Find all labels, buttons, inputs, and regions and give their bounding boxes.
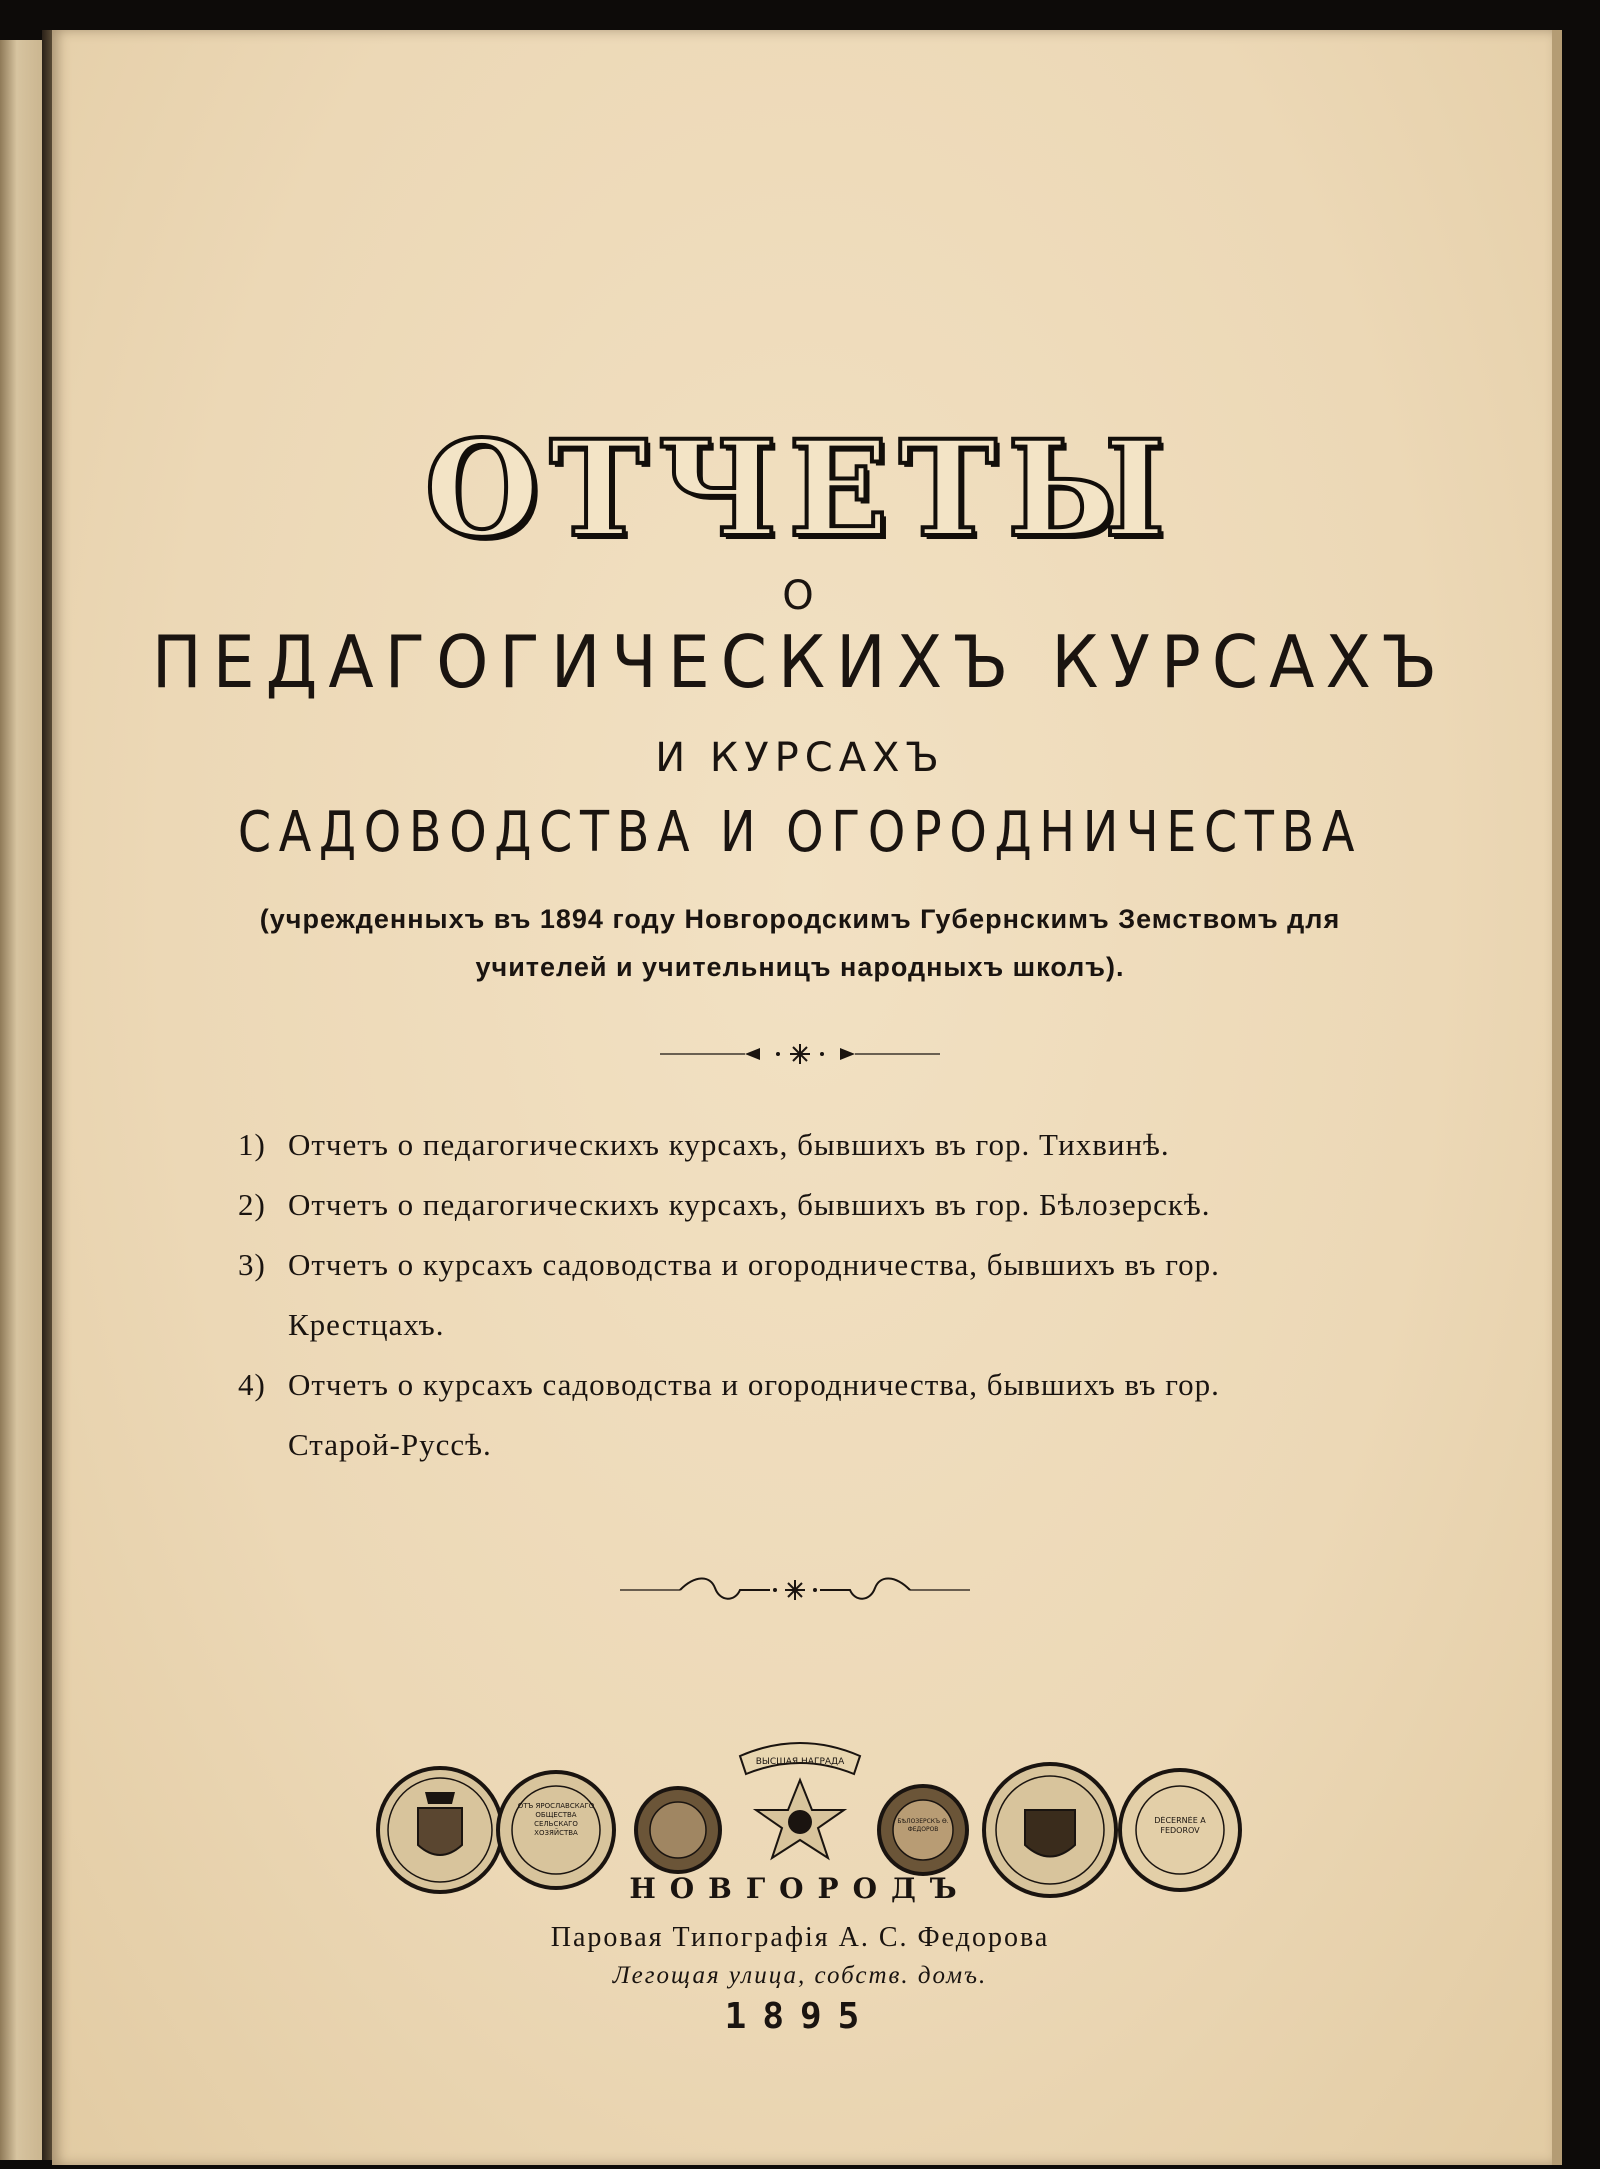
title-main: ОТЧЕТЫ: [424, 412, 1176, 567]
medal-society-icon: [498, 1772, 614, 1888]
medal-portrait-icon: [636, 1788, 720, 1872]
imprint-address: Легощая улица, собств. домъ.: [612, 1962, 988, 1989]
item-number: 2): [238, 1187, 266, 1222]
page-edge: [1552, 30, 1562, 2165]
medal-belozersk-text: БѢЛОЗЕРСКЪ Ѳ. ФЕДОРОВ: [897, 1818, 949, 1833]
item-text: Отчетъ о педагогическихъ курсахъ, бывшихъ въ гор. Бѣлозерскѣ.: [288, 1187, 1211, 1222]
item-text: Отчетъ о педагогическихъ курсахъ, бывшихъ въ гор. Тихвинѣ.: [288, 1127, 1170, 1162]
imprint-printer: Паровая Типографія А. С. Федорова: [550, 1922, 1050, 1953]
medal-belozersk-icon: [879, 1786, 967, 1874]
list-item: [238, 1235, 1358, 1355]
item-text: Отчетъ о курсахъ садоводства и огородничества, бывшихъ въ гор.: [288, 1247, 1220, 1282]
title-line-pedagogical-courses: ПЕДАГОГИЧЕСКИХЪ КУРСАХЪ: [151, 620, 1449, 704]
title-preposition: О: [782, 573, 818, 619]
list-item: [238, 1115, 1358, 1175]
imprint-year: 1895: [724, 1996, 876, 2037]
adjacent-page-edge: [0, 40, 42, 2160]
medal-society-text: ОТЪ ЯРОСЛАВСКАГО ОБЩЕСТВА СЕЛЬСКАГО ХОЗЯЙСТВА: [517, 1802, 595, 1837]
item-text-block: [288, 1235, 1358, 1355]
imprint-city: НОВГОРОДЪ: [629, 1872, 971, 1905]
list-item: [238, 1355, 1358, 1475]
item-number: 4): [238, 1367, 266, 1402]
contents-list: [238, 1115, 1358, 1475]
item-text-block: [288, 1355, 1358, 1475]
flourish-ornament: [620, 1570, 970, 1610]
subtitle-line-1: (учрежденныхъ въ 1894 году Новгородскимъ Губернскимъ Земствомъ для: [259, 904, 1341, 934]
item-text: Отчетъ о курсахъ садоводства и огородничества, бывшихъ въ гор.: [288, 1367, 1220, 1402]
order-star-icon: [740, 1743, 860, 1858]
title-line-and-courses: И КУРСАХЪ: [655, 735, 945, 781]
list-item: [238, 1175, 1358, 1235]
subtitle: [230, 895, 1370, 991]
divider-ornament: [660, 1042, 940, 1066]
ribbon-text: ВЫСШАЯ НАГРАДА: [755, 1757, 845, 1767]
item-number: 1): [238, 1127, 266, 1162]
medal-inventors-text: DÉCERNÉE A FEDOROV: [1154, 1816, 1206, 1835]
title-line-gardening: САДОВОДСТВА И ОГОРОДНИЧЕСТВА: [237, 800, 1363, 865]
item-text-continued: Крестцахъ.: [288, 1307, 445, 1342]
subtitle-line-2: учителей и учительницъ народныхъ школъ).: [475, 952, 1125, 982]
item-text-continued: Старой-Руссѣ.: [288, 1427, 492, 1462]
item-number: 3): [238, 1247, 266, 1282]
